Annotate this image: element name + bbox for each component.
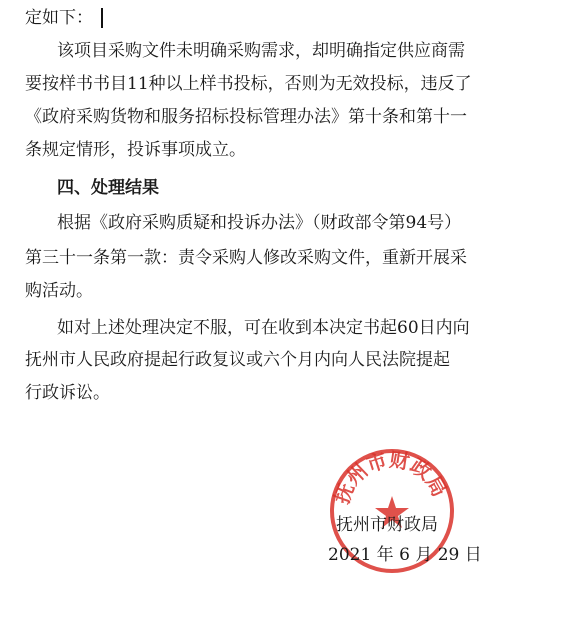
signature-date: 2021 年 6 月 29 日 [328, 545, 482, 565]
svg-text:抚州市财政局: 抚州市财政局 [329, 447, 452, 507]
paragraph-line: 行政诉讼。 [25, 383, 110, 403]
paragraph-line: 定如下： [25, 8, 93, 28]
section-heading: 四、处理结果 [57, 178, 159, 198]
paragraph-line: 第三十一条第一款：责令采购人修改采购文件，重新开展采 [25, 248, 467, 268]
paragraph-line: 条规定情形，投诉事项成立。 [25, 140, 246, 160]
paragraph-line: 如对上述处理决定不服，可在收到本决定书起60日内向 [57, 318, 470, 338]
paragraph-line: 抚州市人民政府提起行政复议或六个月内向人民法院提起 [25, 350, 450, 370]
text-cursor [101, 8, 103, 28]
paragraph-line: 《政府采购货物和服务招标投标管理办法》第十条和第十一 [25, 107, 467, 127]
paragraph-line: 该项目采购文件未明确采购需求，却明确指定供应商需 [57, 41, 465, 61]
paragraph-line: 要按样书书目11种以上样书投标，否则为无效投标，违反了 [25, 74, 472, 94]
paragraph-line: 购活动。 [25, 281, 93, 301]
signature-org: 抚州市财政局 [336, 515, 438, 535]
paragraph-line: 根据《政府采购质疑和投诉办法》（财政部令第94号） [57, 213, 462, 233]
